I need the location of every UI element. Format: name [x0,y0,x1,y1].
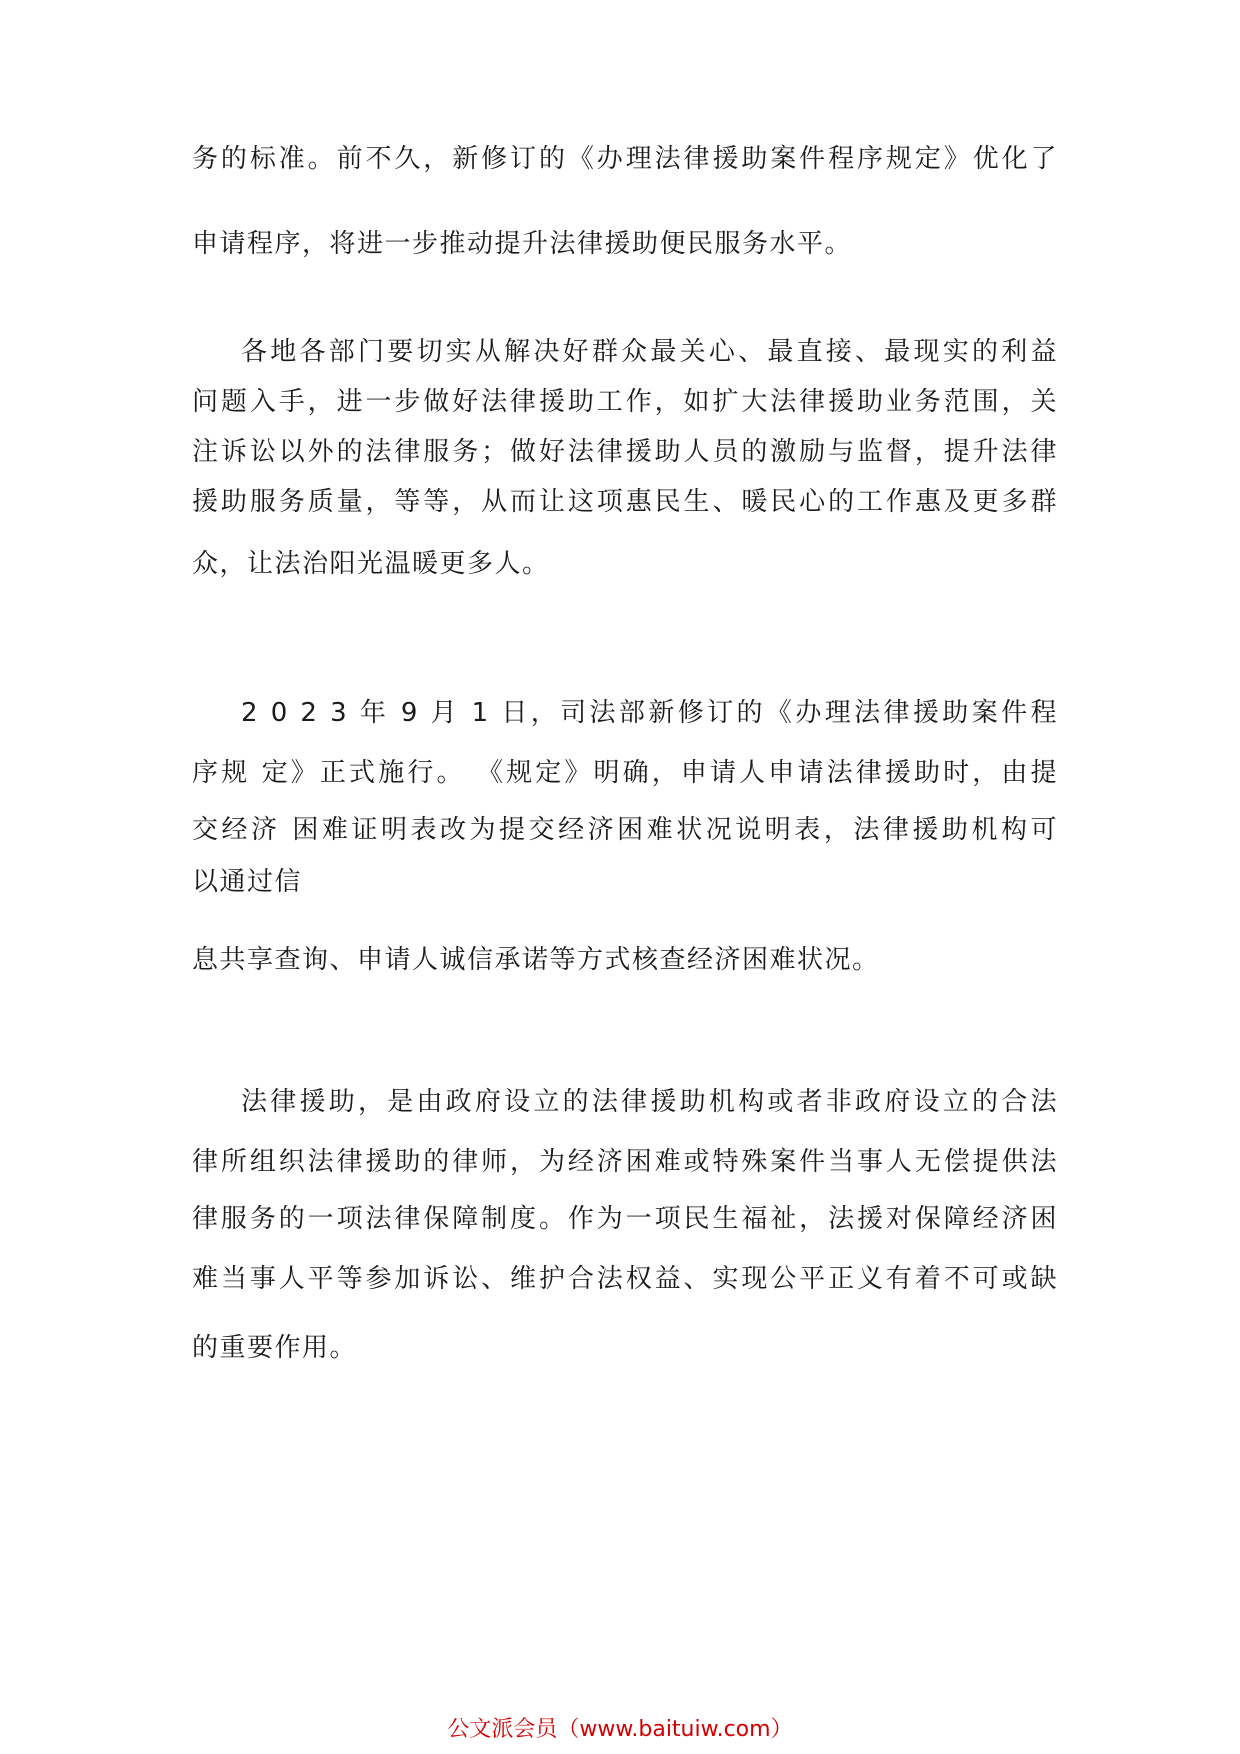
paragraph-4-line-4: 难当事人平等参加诉讼、维护合法权益、实现公平正义有着不可或缺 [192,1264,1058,1294]
paragraph-3-line-4: 以通过信 [192,867,303,897]
paragraph-3-line-5: 息共享查询、申请人诚信承诺等方式核查经济困难状况。 [192,945,880,975]
paragraph-4-line-2: 律所组织法律援助的律师，为经济困难或特殊案件当事人无偿提供法 [192,1147,1058,1177]
paragraph-2-line-5: 众，让法治阳光温暖更多人。 [192,549,550,579]
paragraph-2-line-2: 问题入手，进一步做好法律援助工作，如扩大法律援助业务范围，关 [192,387,1058,417]
paragraph-3-line-1: 2 0 2 3 年 9 月 1 日，司法部新修订的《办理法律援助案件程 [241,698,1058,728]
paragraph-2-line-3: 注诉讼以外的法律服务；做好法律援助人员的激励与监督，提升法律 [192,437,1058,467]
paragraph-1-line-2: 申请程序，将进一步推动提升法律援助便民服务水平。 [192,229,853,259]
paragraph-2-line-1: 各地各部门要切实从解决好群众最关心、最直接、最现实的利益 [241,337,1058,367]
paragraph-3-line-3: 交经济 困难证明表改为提交经济困难状况说明表，法律援助机构可 [192,815,1058,845]
footer-site-link[interactable]: 公文派会员（www.baituiw.com） [447,1717,793,1742]
paragraph-4-line-1: 法律援助，是由政府设立的法律援助机构或者非政府设立的合法 [241,1087,1058,1117]
paragraph-4-line-3: 律服务的一项法律保障制度。作为一项民生福祉，法援对保障经济困 [192,1204,1058,1234]
paragraph-3-line-2: 序规 定》正式施行。 《规定》明确，申请人申请法律援助时，由提 [192,758,1058,788]
paragraph-4-line-5: 的重要作用。 [192,1333,358,1363]
paragraph-2-line-4: 援助服务质量，等等，从而让这项惠民生、暖民心的工作惠及更多群 [192,487,1058,517]
paragraph-1-line-1: 务的标准。前不久，新修订的《办理法律援助案件程序规定》优化了 [192,144,1058,174]
